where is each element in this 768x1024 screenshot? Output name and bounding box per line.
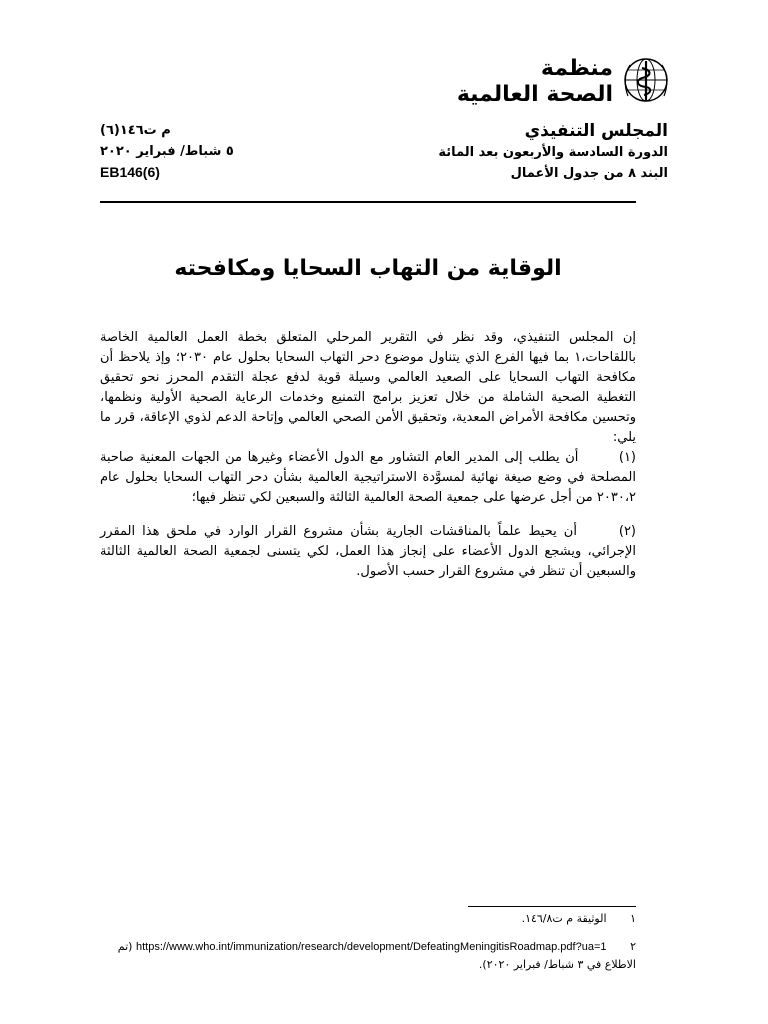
org-name-line2: الصحة العالمية: [456, 82, 613, 107]
item-number: (٢): [618, 524, 636, 539]
document-title: الوقاية من التهاب السحايا ومكافحته: [174, 256, 562, 281]
item-number: (١): [618, 450, 636, 465]
preamble-paragraph: إن المجلس التنفيذي، وقد نظر في التقرير المرحلي المتعلق بخطة العمل العالمية الخاصة باللقاحات،١ بما فيها الفرع الذي يتناول موضوع دحر التهاب السحايا بحلول عام ٢٠٣٠؛ وإذ يلاحظ أن مكافحة التهاب السحايا على الصعيد العالمي وسيلة قوية لدفع عجلة التقدم المحرز نحو تحقيق التغطية الصحية الشاملة من خلال تعزيز برامج التمنيع وخدمات الرعاية الصحية الأولية ونظمها، وتحسين مكافحة الأمراض المعدية، وتحقيق الأمن الصحي العالمي وإتاحة الدعم لذوي الإعاقة، قرر ما يلي:: [100, 330, 636, 445]
organization-name: [457, 56, 613, 108]
footnote-separator: [468, 906, 636, 907]
item-text: أن يحيط علماً بالمناقشات الجارية بشأن مشروع القرار الوارد في ملحق هذا المقرر الإجرائي، ويشجع الدول الأعضاء على إنجاز هذا العمل، لكي يتسنى لجمعية الصحة العالمية الثالثة والسبعين أن تنظر في مشروع القرار حسب الأصول.: [100, 524, 636, 579]
doc-symbol-english: EB146(6): [100, 164, 160, 180]
footnote-1: [100, 910, 636, 928]
footnote-link[interactable]: https://www.who.int/immunization/research/development/DefeatingMeningitisRoadmap.pdf?ua=1: [135, 941, 607, 953]
footnote-text: (تم الاطلاع في ٣ شباط/ فبراير ٢٠٢٠).: [117, 940, 636, 971]
session-line: الدورة السادسة والأربعون بعد المائة: [438, 145, 668, 160]
decision-item-1: [100, 448, 636, 508]
decision-item-2: [100, 522, 636, 582]
document-date: ٥ شباط/ فبراير ٢٠٢٠: [100, 144, 234, 159]
board-title: المجلس التنفيذي: [524, 121, 668, 141]
footnote-mark: ٢: [630, 940, 636, 953]
footnote-2: [100, 938, 636, 974]
footnote-text: الوثيقة م ت١٤٦/٨.: [521, 912, 607, 925]
org-name-line1: منظمة: [540, 56, 613, 81]
header-right: [438, 120, 668, 184]
header-left: [100, 120, 234, 183]
who-emblem-icon: [622, 56, 670, 104]
agenda-item-line: البند ٨ من جدول الأعمال: [510, 166, 668, 181]
header-divider: [100, 201, 636, 203]
item-text: أن يطلب إلى المدير العام التشاور مع الدول الأعضاء وغيرها من الجهات المعنية صاحبة المصلحة في وضع صيغة نهائية لمسوَّدة الاستراتيجية العالمية بشأن دحر التهاب السحايا بحلول عام ٢٠٣٠،٢ من أجل عرضها على جمعية الصحة العالمية الثالثة والسبعين لكي تنظر فيها؛: [100, 450, 636, 505]
doc-symbol-arabic: م ت١٤٦(٦): [100, 123, 171, 138]
footnote-mark: ١: [630, 912, 636, 925]
